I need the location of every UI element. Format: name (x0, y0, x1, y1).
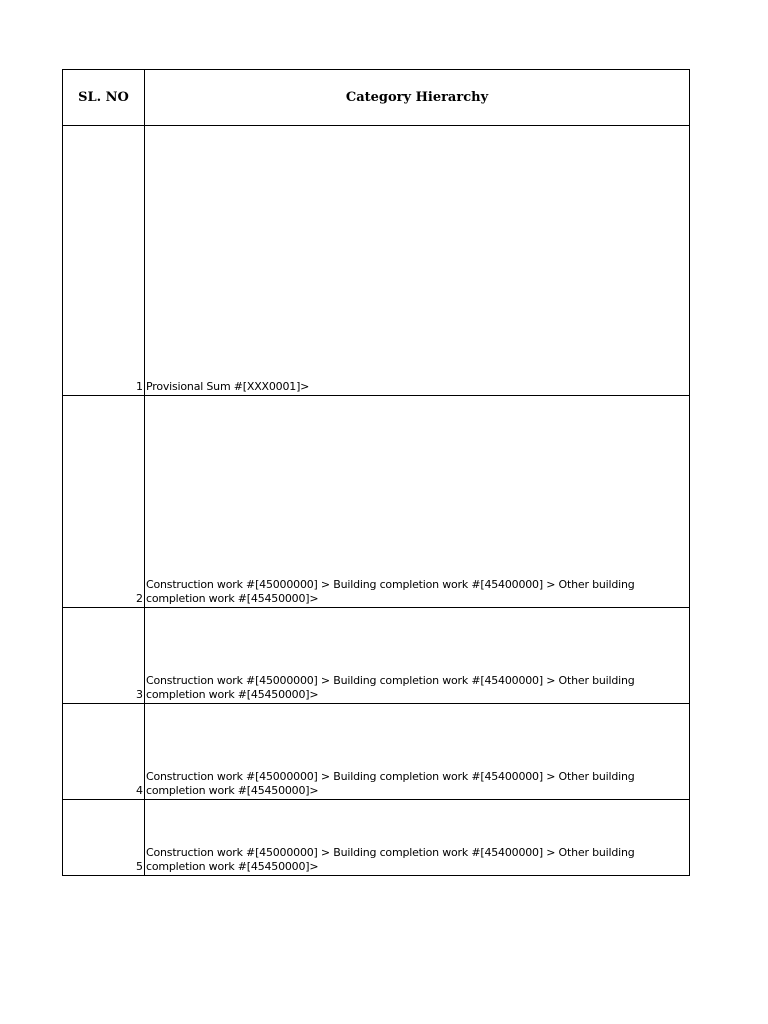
header-sl-no: SL. NO (63, 70, 145, 126)
sl-number-cell: 5 (63, 800, 145, 876)
category-cell: Construction work #[45000000] > Building completion work #[45400000] > Other building completion work #[45450000]> (145, 608, 690, 704)
sl-number-cell: 2 (63, 396, 145, 608)
table-row (63, 608, 690, 704)
category-cell: Construction work #[45000000] > Building completion work #[45400000] > Other building completion work #[45450000]> (145, 396, 690, 608)
category-cell: Provisional Sum #[XXX0001]> (145, 126, 690, 396)
header-category-hierarchy: Category Hierarchy (145, 70, 690, 126)
table-row (63, 704, 690, 800)
category-cell: Construction work #[45000000] > Building completion work #[45400000] > Other building completion work #[45450000]> (145, 704, 690, 800)
table-row (63, 396, 690, 608)
sl-number-cell: 3 (63, 608, 145, 704)
sl-number-cell: 1 (63, 126, 145, 396)
table-row (63, 126, 690, 396)
table-header-row (63, 70, 690, 126)
table-row (63, 800, 690, 876)
sl-number-cell: 4 (63, 704, 145, 800)
category-table (62, 69, 690, 876)
category-cell: Construction work #[45000000] > Building completion work #[45400000] > Other building completion work #[45450000]> (145, 800, 690, 876)
